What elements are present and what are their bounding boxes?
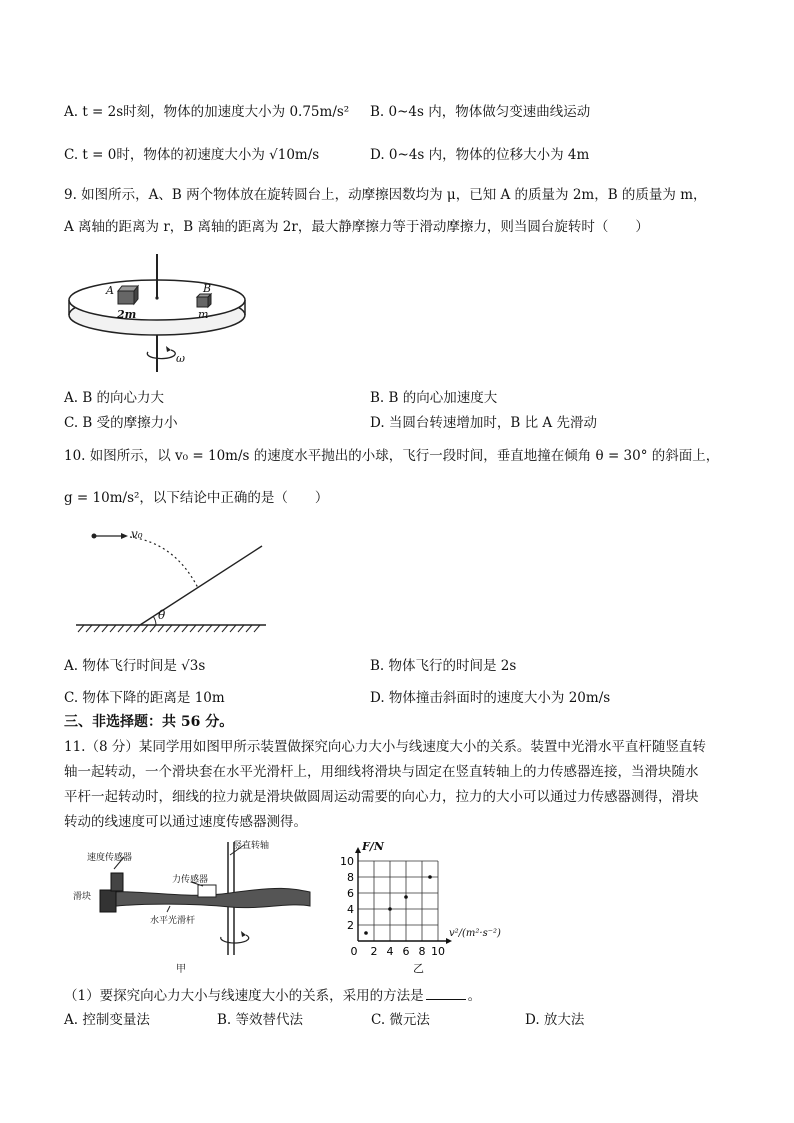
q11-option-b: B. 等效替代法 (217, 1012, 304, 1028)
x-tick-label: 0 (350, 945, 358, 958)
q9-option-a: A. B 的向心力大 (64, 390, 165, 406)
q8-option-d: D. 0~4s 内，物体的位移大小为 4m (370, 147, 590, 163)
block-a-mass: 2m (117, 308, 137, 321)
q11-sub1-end: 。 (467, 988, 482, 1004)
chart-x-axis-label: v²/(m²·s⁻²) (449, 928, 501, 939)
block-b-label: B (203, 282, 212, 295)
block-a-label: A (106, 284, 114, 297)
vertical-axis-label: 竖直转轴 (233, 841, 270, 851)
y-tick-label: 6 (347, 887, 354, 900)
y-tick-label: 2 (347, 919, 354, 932)
block-b-mass: m (198, 308, 209, 321)
q9-stem-line2: A 离轴的距离为 r，B 离轴的距离为 2r，最大静摩擦力等于滑动摩擦力，则当圆台旋转时（ ） (64, 219, 649, 235)
data-point (428, 875, 432, 879)
force-sensor-label: 力传感器 (172, 875, 209, 885)
q11-stem-line2: 轴一起转动，一个滑块套在水平光滑杆上，用细线将滑块与固定在竖直转轴上的力传感器连接，当滑块随水 (64, 764, 699, 780)
section-heading: 三、非选择题：共 56 分。 (64, 714, 234, 730)
data-point (404, 895, 408, 899)
q10-stem-line1: 10. 如图所示，以 v₀ = 10m/s 的速度水平抛出的小球，飞行一段时间，垂直地撞在倾角 θ = 30° 的斜面上， (64, 448, 720, 464)
q11-stem-line4: 转动的线速度可以通过速度传感器测得。 (64, 814, 307, 830)
omega-label: ω (176, 352, 185, 365)
chart-y-axis-label: F/N (362, 840, 384, 853)
x-tick-label: 6 (402, 945, 410, 958)
q10-option-d: D. 物体撞击斜面时的速度大小为 20m/s (370, 690, 611, 706)
q10-option-c: C. 物体下降的距离是 10m (64, 690, 225, 706)
y-axis-arrow (355, 847, 361, 853)
q11-sub1-text: （1）要探究向心力大小与线速度大小的关系，采用的方法是 (64, 988, 424, 1004)
x-tick-label: 8 (418, 945, 426, 958)
q11-option-a: A. 控制变量法 (64, 1012, 150, 1028)
q10-option-b: B. 物体飞行的时间是 2s (370, 658, 517, 674)
q8-option-c: C. t = 0时，物体的初速度大小为 √10m/s (64, 147, 320, 163)
data-point (388, 907, 392, 911)
q8-option-b: B. 0~4s 内，物体做匀变速曲线运动 (370, 104, 591, 120)
slider-label: 滑块 (73, 892, 92, 902)
q11-sub1 (64, 984, 481, 1004)
q9-option-d: D. 当圆台转速增加时，B 比 A 先滑动 (370, 415, 597, 431)
q8-option-a: A. t = 2s时刻，物体的加速度大小为 0.75m/s² (64, 104, 350, 120)
data-point (364, 931, 368, 935)
v0-label: v₀ (131, 527, 143, 541)
figure-yi-caption: 乙 (413, 962, 424, 975)
q9-stem-line1: 9. 如图所示，A、B 两个物体放在旋转圆台上，动摩擦因数均为 μ，已知 A 的质量为 2m，B 的质量为 m， (64, 187, 707, 203)
speed-sensor-label: 速度传感器 (87, 853, 133, 863)
q10-stem-line2: g = 10m/s²，以下结论中正确的是（ ） (64, 490, 329, 506)
x-tick-label: 10 (431, 945, 445, 958)
q11-stem-line1: 11.（8 分）某同学用如图甲所示装置做探究向心力大小与线速度大小的关系。装置中光滑水平直杆随竖直转 (64, 739, 706, 755)
x-tick-label: 2 (370, 945, 378, 958)
figure-jia-caption: 甲 (176, 964, 186, 975)
q11-option-d: D. 放大法 (525, 1012, 585, 1028)
y-tick-label: 8 (347, 871, 354, 884)
q11-option-c: C. 微元法 (371, 1012, 430, 1028)
rod-label: 水平光滑杆 (150, 916, 196, 926)
answer-blank[interactable] (426, 987, 466, 1000)
y-tick-label: 10 (340, 855, 354, 868)
y-tick-label: 4 (347, 903, 354, 916)
q9-option-b: B. B 的向心加速度大 (370, 390, 498, 406)
x-tick-label: 4 (386, 945, 394, 958)
theta-label: θ (158, 608, 166, 622)
q11-stem-line3: 平杆一起转动时，细线的拉力就是滑块做圆周运动需要的向心力，拉力的大小可以通过力传感器测得，滑块 (64, 789, 699, 805)
q9-option-c: C. B 受的摩擦力小 (64, 415, 178, 431)
q10-option-a: A. 物体飞行时间是 √3s (64, 658, 206, 674)
